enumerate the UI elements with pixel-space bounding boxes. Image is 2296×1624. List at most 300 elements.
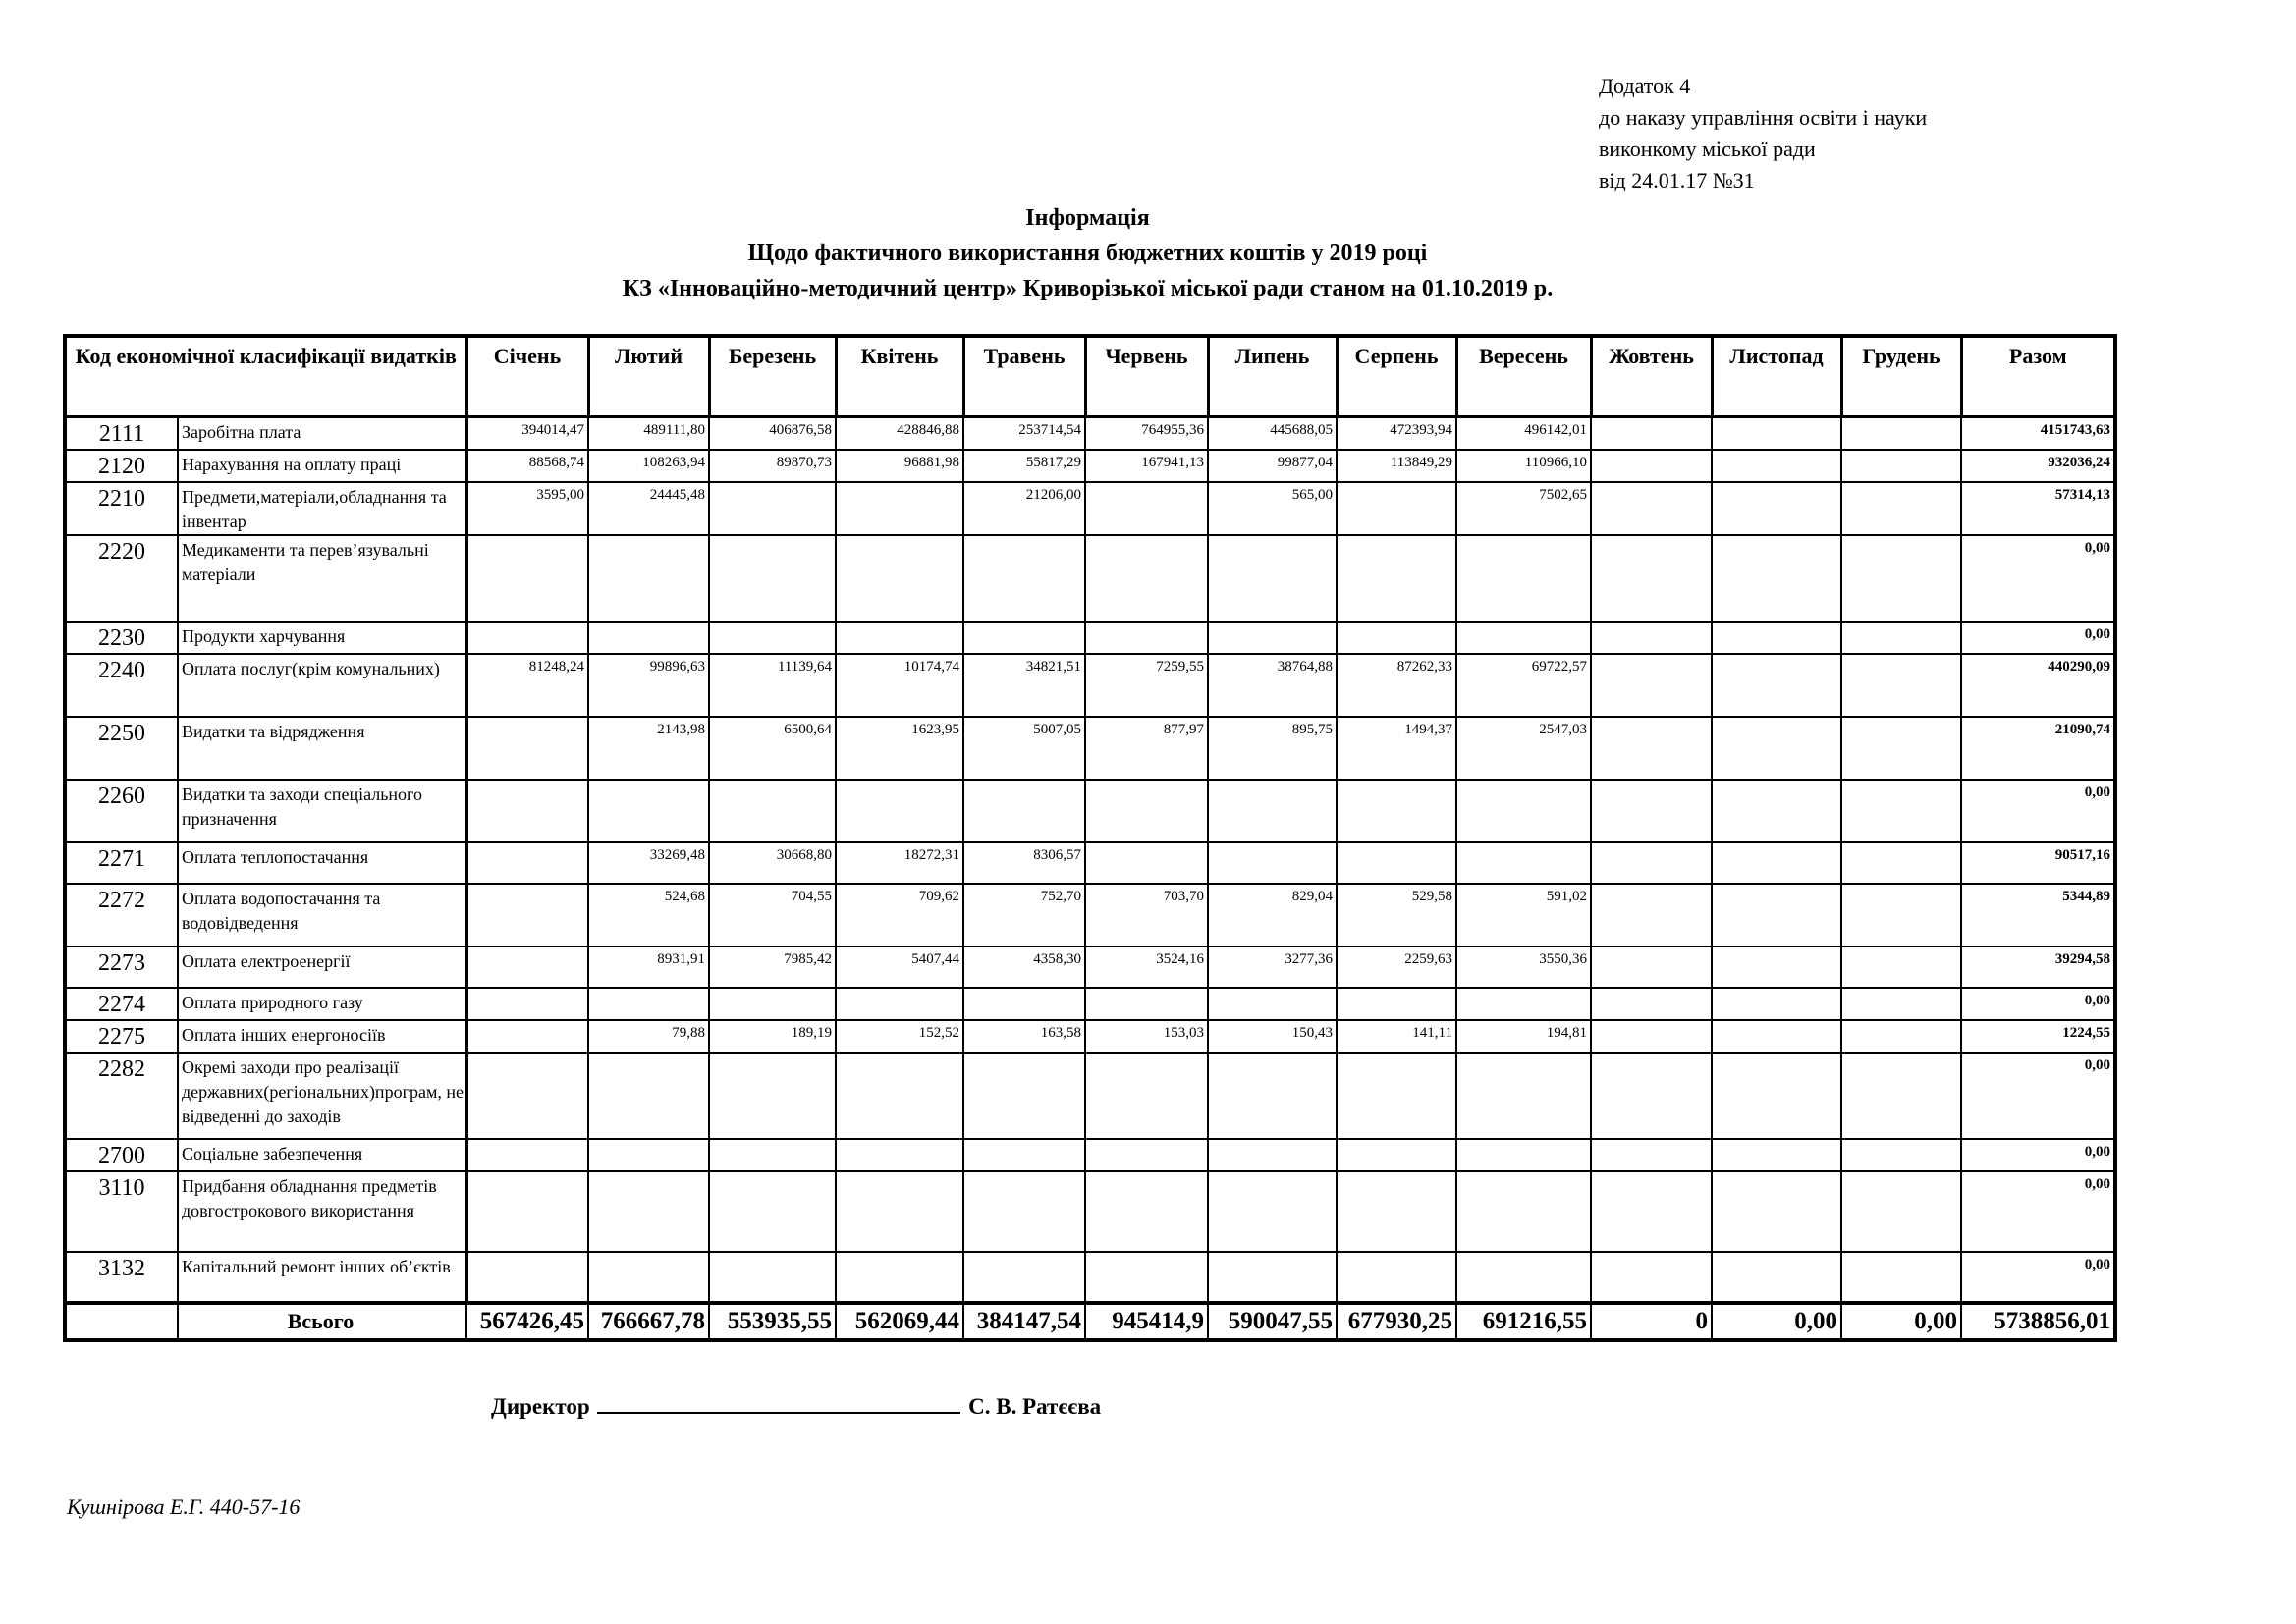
row-month-value: 7985,42 — [709, 947, 836, 988]
row-month-value: 88568,74 — [466, 450, 588, 482]
header-month: Травень — [963, 336, 1085, 416]
row-month-value — [466, 1053, 588, 1139]
row-code: 2274 — [65, 988, 178, 1020]
row-month-value — [1591, 482, 1712, 535]
row-month-value — [709, 1171, 836, 1252]
row-month-value — [1337, 1053, 1456, 1139]
row-month-value — [1591, 1139, 1712, 1171]
row-month-value — [1712, 1139, 1841, 1171]
row-month-value: 2547,03 — [1456, 717, 1591, 780]
row-name: Продукти харчування — [178, 622, 466, 654]
header-month: Листопад — [1712, 336, 1841, 416]
row-name: Оплата теплопостачання — [178, 842, 466, 884]
row-month-value — [836, 622, 963, 654]
row-month-value — [1591, 622, 1712, 654]
row-month-value — [588, 535, 709, 622]
row-month-value — [1337, 482, 1456, 535]
row-month-value — [836, 535, 963, 622]
row-month-value: 69722,57 — [1456, 654, 1591, 717]
table-row — [65, 1171, 2115, 1252]
row-month-value — [1337, 1252, 1456, 1303]
row-month-value — [963, 1252, 1085, 1303]
row-month-value — [1712, 1053, 1841, 1139]
row-month-value: 709,62 — [836, 884, 963, 947]
row-month-value: 524,68 — [588, 884, 709, 947]
row-month-value — [1456, 780, 1591, 842]
row-month-value — [1841, 1020, 1961, 1053]
row-month-value: 79,88 — [588, 1020, 709, 1053]
row-month-value: 167941,13 — [1085, 450, 1208, 482]
row-month-value — [1841, 535, 1961, 622]
row-month-value — [1841, 1252, 1961, 1303]
row-month-value — [1208, 988, 1337, 1020]
row-month-value: 752,70 — [963, 884, 1085, 947]
row-month-value — [1712, 717, 1841, 780]
row-month-value — [1841, 654, 1961, 717]
row-month-value — [466, 1171, 588, 1252]
row-total: 0,00 — [1961, 1171, 2115, 1252]
row-month-value: 591,02 — [1456, 884, 1591, 947]
row-month-value — [709, 622, 836, 654]
row-name: Окремі заходи про реалізації державних(регіональних)програм, не відведенні до заходів — [178, 1053, 466, 1139]
row-code: 2700 — [65, 1139, 178, 1171]
row-month-value — [466, 842, 588, 884]
annex-line-4: від 24.01.17 №31 — [1599, 168, 1755, 192]
contact-note: Кушнірова Е.Г. 440-57-16 — [67, 1494, 301, 1519]
row-month-value — [1456, 1171, 1591, 1252]
row-total: 932036,24 — [1961, 450, 2115, 482]
total-spacer — [65, 1303, 178, 1340]
row-month-value — [963, 1053, 1085, 1139]
row-month-value — [1208, 842, 1337, 884]
row-month-value — [963, 780, 1085, 842]
row-name: Капітальний ремонт інших об’єктів — [178, 1252, 466, 1303]
row-total: 4151743,63 — [1961, 416, 2115, 450]
row-month-value: 141,11 — [1337, 1020, 1456, 1053]
row-month-value — [588, 622, 709, 654]
header-month: Вересень — [1456, 336, 1591, 416]
row-month-value: 704,55 — [709, 884, 836, 947]
table-row — [65, 622, 2115, 654]
row-month-value — [1591, 654, 1712, 717]
row-total: 0,00 — [1961, 780, 2115, 842]
row-code: 2282 — [65, 1053, 178, 1139]
table-body — [65, 416, 2115, 1303]
row-month-value: 163,58 — [963, 1020, 1085, 1053]
table-footer — [65, 1303, 2115, 1340]
header-month: Квітень — [836, 336, 963, 416]
row-name: Медикаменти та перев’язувальні матеріали — [178, 535, 466, 622]
row-month-value — [1591, 535, 1712, 622]
row-month-value: 18272,31 — [836, 842, 963, 884]
row-month-value — [1591, 1252, 1712, 1303]
row-month-value: 565,00 — [1208, 482, 1337, 535]
total-month-value: 384147,54 — [963, 1303, 1085, 1340]
table-row — [65, 1139, 2115, 1171]
header-code: Код економічної класифікації видатків — [65, 336, 466, 416]
row-month-value: 8931,91 — [588, 947, 709, 988]
row-code: 2210 — [65, 482, 178, 535]
grand-total-value: 5738856,01 — [1961, 1303, 2115, 1340]
row-code: 3110 — [65, 1171, 178, 1252]
row-month-value — [1085, 622, 1208, 654]
row-month-value: 877,97 — [1085, 717, 1208, 780]
row-month-value — [1712, 416, 1841, 450]
row-month-value — [1591, 988, 1712, 1020]
row-month-value — [963, 1171, 1085, 1252]
table-row — [65, 780, 2115, 842]
row-month-value — [466, 622, 588, 654]
row-month-value — [836, 780, 963, 842]
row-month-value — [1841, 622, 1961, 654]
row-name: Нарахування на оплату праці — [178, 450, 466, 482]
row-month-value — [1712, 1171, 1841, 1252]
row-month-value — [963, 1139, 1085, 1171]
row-month-value: 703,70 — [1085, 884, 1208, 947]
row-month-value: 529,58 — [1337, 884, 1456, 947]
header-month: Грудень — [1841, 336, 1961, 416]
total-month-value: 677930,25 — [1337, 1303, 1456, 1340]
row-month-value — [1841, 450, 1961, 482]
header-month: Жовтень — [1591, 336, 1712, 416]
row-code: 2272 — [65, 884, 178, 947]
row-month-value — [1208, 1252, 1337, 1303]
row-month-value — [466, 717, 588, 780]
row-month-value — [588, 1171, 709, 1252]
row-month-value: 24445,48 — [588, 482, 709, 535]
row-month-value — [1712, 884, 1841, 947]
row-total: 90517,16 — [1961, 842, 2115, 884]
row-month-value — [1712, 988, 1841, 1020]
row-month-value — [1712, 780, 1841, 842]
row-month-value: 4358,30 — [963, 947, 1085, 988]
row-month-value — [1841, 416, 1961, 450]
row-month-value — [1712, 1020, 1841, 1053]
row-month-value: 99877,04 — [1208, 450, 1337, 482]
total-month-value: 553935,55 — [709, 1303, 836, 1340]
signature-name: С. В. Ратєєва — [968, 1394, 1102, 1419]
row-month-value: 3595,00 — [466, 482, 588, 535]
row-month-value — [1085, 482, 1208, 535]
row-code: 2271 — [65, 842, 178, 884]
row-month-value — [1337, 780, 1456, 842]
row-name: Соціальне забезпечення — [178, 1139, 466, 1171]
row-month-value — [1712, 535, 1841, 622]
row-month-value — [1841, 884, 1961, 947]
row-month-value: 96881,98 — [836, 450, 963, 482]
row-month-value — [1208, 1171, 1337, 1252]
row-month-value: 10174,74 — [836, 654, 963, 717]
total-month-value: 0 — [1591, 1303, 1712, 1340]
row-name: Оплата послуг(крім комунальних) — [178, 654, 466, 717]
table-row — [65, 450, 2115, 482]
row-total: 0,00 — [1961, 1252, 2115, 1303]
row-month-value — [466, 780, 588, 842]
row-month-value: 7502,65 — [1456, 482, 1591, 535]
row-month-value — [1456, 535, 1591, 622]
row-month-value — [466, 947, 588, 988]
title-line-1: Інформація — [1025, 205, 1150, 231]
row-month-value — [1337, 1139, 1456, 1171]
row-code: 3132 — [65, 1252, 178, 1303]
title-line-2: Щодо фактичного використання бюджетних коштів у 2019 році — [747, 241, 1428, 266]
row-month-value — [963, 988, 1085, 1020]
table-row — [65, 717, 2115, 780]
document-title — [0, 200, 2175, 306]
total-month-value: 590047,55 — [1208, 1303, 1337, 1340]
row-month-value — [588, 1252, 709, 1303]
row-month-value — [836, 988, 963, 1020]
row-month-value — [963, 535, 1085, 622]
signature-line — [491, 1392, 1101, 1420]
row-month-value: 5007,05 — [963, 717, 1085, 780]
row-month-value: 38764,88 — [1208, 654, 1337, 717]
row-month-value — [466, 535, 588, 622]
row-code: 2111 — [65, 416, 178, 450]
row-month-value — [1456, 842, 1591, 884]
annex-block — [1599, 71, 1927, 196]
row-month-value — [466, 1020, 588, 1053]
table-row — [65, 1053, 2115, 1139]
row-month-value — [1712, 1252, 1841, 1303]
row-name: Оплата інших енергоносіїв — [178, 1020, 466, 1053]
table-row — [65, 988, 2115, 1020]
row-month-value: 764955,36 — [1085, 416, 1208, 450]
row-month-value — [709, 535, 836, 622]
row-total: 0,00 — [1961, 622, 2115, 654]
row-month-value — [1337, 842, 1456, 884]
row-month-value — [1712, 450, 1841, 482]
row-name: Видатки та відрядження — [178, 717, 466, 780]
header-month: Січень — [466, 336, 588, 416]
table-row — [65, 654, 2115, 717]
total-month-value: 567426,45 — [466, 1303, 588, 1340]
row-month-value — [1591, 842, 1712, 884]
row-month-value — [1085, 1053, 1208, 1139]
row-month-value: 33269,48 — [588, 842, 709, 884]
row-month-value — [1591, 450, 1712, 482]
row-code: 2275 — [65, 1020, 178, 1053]
row-month-value — [1337, 988, 1456, 1020]
row-month-value — [1208, 1139, 1337, 1171]
row-month-value — [588, 1053, 709, 1139]
row-total: 0,00 — [1961, 535, 2115, 622]
row-month-value — [1208, 1053, 1337, 1139]
total-month-value: 562069,44 — [836, 1303, 963, 1340]
row-code: 2220 — [65, 535, 178, 622]
row-month-value — [1712, 654, 1841, 717]
row-month-value: 6500,64 — [709, 717, 836, 780]
row-month-value — [1208, 535, 1337, 622]
row-month-value — [709, 988, 836, 1020]
row-name: Видатки та заходи спеціального призначення — [178, 780, 466, 842]
row-month-value: 2143,98 — [588, 717, 709, 780]
row-month-value: 8306,57 — [963, 842, 1085, 884]
table-row — [65, 1252, 2115, 1303]
row-month-value — [963, 622, 1085, 654]
table-row — [65, 842, 2115, 884]
row-month-value — [1085, 988, 1208, 1020]
row-month-value: 189,19 — [709, 1020, 836, 1053]
row-month-value — [1456, 1252, 1591, 1303]
row-month-value: 253714,54 — [963, 416, 1085, 450]
row-month-value: 55817,29 — [963, 450, 1085, 482]
row-month-value — [1591, 947, 1712, 988]
row-code: 2240 — [65, 654, 178, 717]
row-month-value: 3524,16 — [1085, 947, 1208, 988]
total-label: Всього — [178, 1303, 466, 1340]
signature-role: Директор — [491, 1394, 590, 1419]
row-month-value — [1841, 717, 1961, 780]
signature-blank — [597, 1392, 960, 1414]
row-month-value: 113849,29 — [1337, 450, 1456, 482]
row-month-value — [1841, 1139, 1961, 1171]
row-month-value — [1085, 842, 1208, 884]
total-month-value: 691216,55 — [1456, 1303, 1591, 1340]
total-month-value: 0,00 — [1712, 1303, 1841, 1340]
header-month: Березень — [709, 336, 836, 416]
header-total: Разом — [1961, 336, 2115, 416]
row-total: 0,00 — [1961, 1053, 2115, 1139]
row-month-value — [836, 1139, 963, 1171]
row-total: 39294,58 — [1961, 947, 2115, 988]
row-month-value — [1841, 947, 1961, 988]
row-month-value: 1623,95 — [836, 717, 963, 780]
row-month-value — [1841, 482, 1961, 535]
row-month-value — [1456, 622, 1591, 654]
table-row — [65, 884, 2115, 947]
row-month-value — [709, 482, 836, 535]
row-name: Заробітна плата — [178, 416, 466, 450]
header-month: Лютий — [588, 336, 709, 416]
row-month-value — [1841, 780, 1961, 842]
row-month-value: 496142,01 — [1456, 416, 1591, 450]
row-name: Придбання обладнання предметів довгострокового використання — [178, 1171, 466, 1252]
row-month-value — [709, 1053, 836, 1139]
row-month-value: 5407,44 — [836, 947, 963, 988]
table-row — [65, 535, 2115, 622]
row-month-value — [1712, 842, 1841, 884]
row-month-value — [709, 1252, 836, 1303]
row-month-value: 110966,10 — [1456, 450, 1591, 482]
header-month: Липень — [1208, 336, 1337, 416]
table-header — [65, 336, 2115, 416]
row-month-value — [836, 1252, 963, 1303]
row-month-value: 3550,36 — [1456, 947, 1591, 988]
row-month-value: 394014,47 — [466, 416, 588, 450]
total-row — [65, 1303, 2115, 1340]
table-row — [65, 416, 2115, 450]
row-month-value — [1085, 1139, 1208, 1171]
row-month-value: 406876,58 — [709, 416, 836, 450]
row-month-value: 194,81 — [1456, 1020, 1591, 1053]
row-code: 2273 — [65, 947, 178, 988]
total-month-value: 766667,78 — [588, 1303, 709, 1340]
table-row — [65, 1020, 2115, 1053]
row-month-value — [1591, 780, 1712, 842]
row-month-value — [1841, 842, 1961, 884]
row-month-value — [1337, 622, 1456, 654]
row-month-value: 428846,88 — [836, 416, 963, 450]
row-month-value — [1456, 1139, 1591, 1171]
row-month-value — [466, 884, 588, 947]
row-month-value — [466, 1252, 588, 1303]
header-month: Серпень — [1337, 336, 1456, 416]
row-code: 2250 — [65, 717, 178, 780]
row-month-value: 829,04 — [1208, 884, 1337, 947]
row-month-value — [466, 988, 588, 1020]
row-month-value: 153,03 — [1085, 1020, 1208, 1053]
row-month-value: 81248,24 — [466, 654, 588, 717]
annex-line-2: до наказу управління освіти і науки — [1599, 105, 1928, 130]
row-month-value: 34821,51 — [963, 654, 1085, 717]
row-month-value — [588, 780, 709, 842]
row-month-value — [588, 1139, 709, 1171]
total-month-value: 0,00 — [1841, 1303, 1961, 1340]
row-total: 21090,74 — [1961, 717, 2115, 780]
row-month-value: 87262,33 — [1337, 654, 1456, 717]
row-code: 2120 — [65, 450, 178, 482]
row-month-value — [466, 1139, 588, 1171]
row-name: Предмети,матеріали,обладнання та інвентар — [178, 482, 466, 535]
header-row — [65, 336, 2115, 416]
row-month-value: 895,75 — [1208, 717, 1337, 780]
header-month: Червень — [1085, 336, 1208, 416]
row-month-value: 2259,63 — [1337, 947, 1456, 988]
row-month-value — [1591, 884, 1712, 947]
row-month-value — [1841, 988, 1961, 1020]
row-month-value — [836, 1171, 963, 1252]
row-month-value: 11139,64 — [709, 654, 836, 717]
row-code: 2260 — [65, 780, 178, 842]
row-month-value — [1841, 1053, 1961, 1139]
row-total: 0,00 — [1961, 1139, 2115, 1171]
row-month-value — [836, 482, 963, 535]
row-month-value — [588, 988, 709, 1020]
row-month-value — [1712, 482, 1841, 535]
annex-line-3: виконкому міської ради — [1599, 136, 1816, 161]
row-month-value: 489111,80 — [588, 416, 709, 450]
row-month-value: 30668,80 — [709, 842, 836, 884]
row-month-value: 150,43 — [1208, 1020, 1337, 1053]
row-month-value — [1085, 780, 1208, 842]
row-month-value — [709, 780, 836, 842]
row-month-value — [1456, 988, 1591, 1020]
total-month-value: 945414,9 — [1085, 1303, 1208, 1340]
row-month-value — [1841, 1171, 1961, 1252]
row-month-value: 89870,73 — [709, 450, 836, 482]
row-total: 0,00 — [1961, 988, 2115, 1020]
row-total: 1224,55 — [1961, 1020, 2115, 1053]
annex-line-1: Додаток 4 — [1599, 74, 1691, 98]
row-name: Оплата природного газу — [178, 988, 466, 1020]
row-month-value: 99896,63 — [588, 654, 709, 717]
table-row — [65, 947, 2115, 988]
row-month-value — [1591, 1020, 1712, 1053]
row-month-value — [1712, 622, 1841, 654]
row-month-value: 3277,36 — [1208, 947, 1337, 988]
table-row — [65, 482, 2115, 535]
row-month-value — [1337, 535, 1456, 622]
row-month-value — [709, 1139, 836, 1171]
row-month-value: 21206,00 — [963, 482, 1085, 535]
row-month-value: 472393,94 — [1337, 416, 1456, 450]
row-month-value — [1085, 1252, 1208, 1303]
row-month-value — [1456, 1053, 1591, 1139]
row-month-value — [1085, 1171, 1208, 1252]
title-line-3: КЗ «Інноваційно-методичний центр» Криворізької міської ради станом на 01.10.2019 р. — [622, 276, 1554, 301]
row-month-value — [1085, 535, 1208, 622]
